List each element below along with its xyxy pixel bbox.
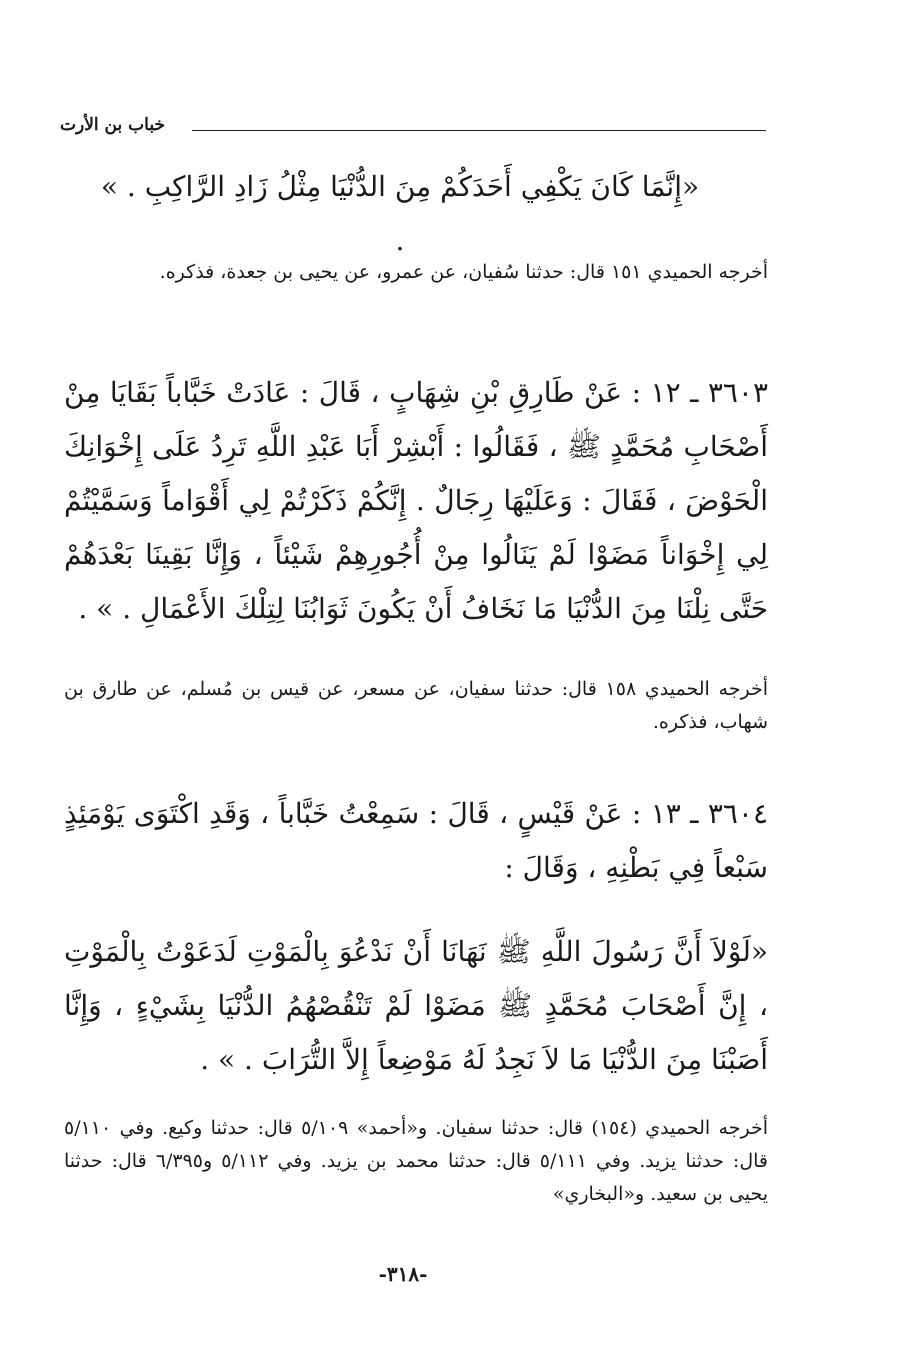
- hadith-paragraph: ٣٦٠٣ ـ ١٢ : عَنْ طَارِقِ بْنِ شِهَابٍ ، قَالَ : عَادَتْ خَبَّاباً بَقَايَا مِنْ أَصْحَابِ مُحَمَّدٍ ﷺ ، فَقَالُوا : أَبْشِرْ أَبَا عَبْدِ اللَّهِ تَرِدُ عَلَى إِخْوَانِكَ الْحَوْضَ ، فَقَالَ : وَعَلَيْهَا رِجَالٌ . إِنَّكُمْ ذَكَرْتُمْ لِي أَقْوَاماً وَسَمَّيْتُمْ لِي إِخْوَاناً مَضَوْا لَمْ يَنَالُوا مِنْ أُجُورِهِمْ شَيْئاً ، وَإِنَّا بَقِينَا بَعْدَهُمْ حَتَّى نِلْنَا مِنَ الدُّنْيَا مَا نَخَافُ أَنْ يَكُونَ ثَوَابُنَا لِتِلْكَ الأَعْمَالِ . » .: [64, 376, 768, 625]
- running-head: [60, 112, 766, 138]
- quote-line: «إِنَّمَا كَانَ يَكْفِي أَحَدَكُمْ مِنَ الدُّنْيَا مِثْلُ زَادِ الرَّاكِبِ . » .: [100, 170, 700, 257]
- hadith-paragraph: ٣٦٠٤ ـ ١٣ : عَنْ قَيْسٍ ، قَالَ : سَمِعْتُ خَبَّاباً ، وَقَدِ اكْتَوَى يَوْمَئِذٍ سَبْعاً فِي بَطْنِهِ ، وَقَالَ :: [64, 797, 768, 884]
- running-head-rule: [192, 130, 766, 131]
- hadith-paragraph: «لَوْلاَ أَنَّ رَسُولَ اللَّهِ ﷺ نَهَانَا أَنْ نَدْعُوَ بِالْمَوْتِ لَدَعَوْتُ بِالْمَوْتِ ، إِنَّ أَصْحَابَ مُحَمَّدٍ ﷺ مَضَوْا لَمْ تَنْقُصْهُمُ الدُّنْيَا بِشَيْءٍ ، وَإِنَّا أَصَبْنَا مِنَ الدُّنْيَا مَا لاَ نَجِدُ لَهُ مَوْضِعاً إِلاَّ التُّرَابَ . » .: [64, 935, 768, 1076]
- source-note: أخرجه الحميدي (١٥٤) قال: حدثنا سفيان. و«أحمد» ٥/١٠٩ قال: حدثنا وكيع. وفي ٥/١١٠ قال: حدثنا يزيد. وفي ٥/١١١ قال: حدثنا محمد بن يزيد. وفي ٥/١١٢ و٦/٣٩٥ قال: حدثنا يحيى بن سعيد. و«البخاري»: [64, 1117, 769, 1205]
- page-number: -٣١٨-: [378, 1262, 428, 1286]
- running-head-title: خباب بن الأرت: [60, 115, 165, 135]
- source-note: أخرجه الحميدي ١٥٨ قال: حدثنا سفيان، عن مسعر، عن قيس بن مُسلم، عن طارق بن شهاب، فذكره.: [64, 678, 768, 733]
- source-note: أخرجه الحميدي ١٥١ قال: حدثنا سُفيان، عن عمرو، عن يحيى بن جعدة، فذكره.: [159, 261, 768, 283]
